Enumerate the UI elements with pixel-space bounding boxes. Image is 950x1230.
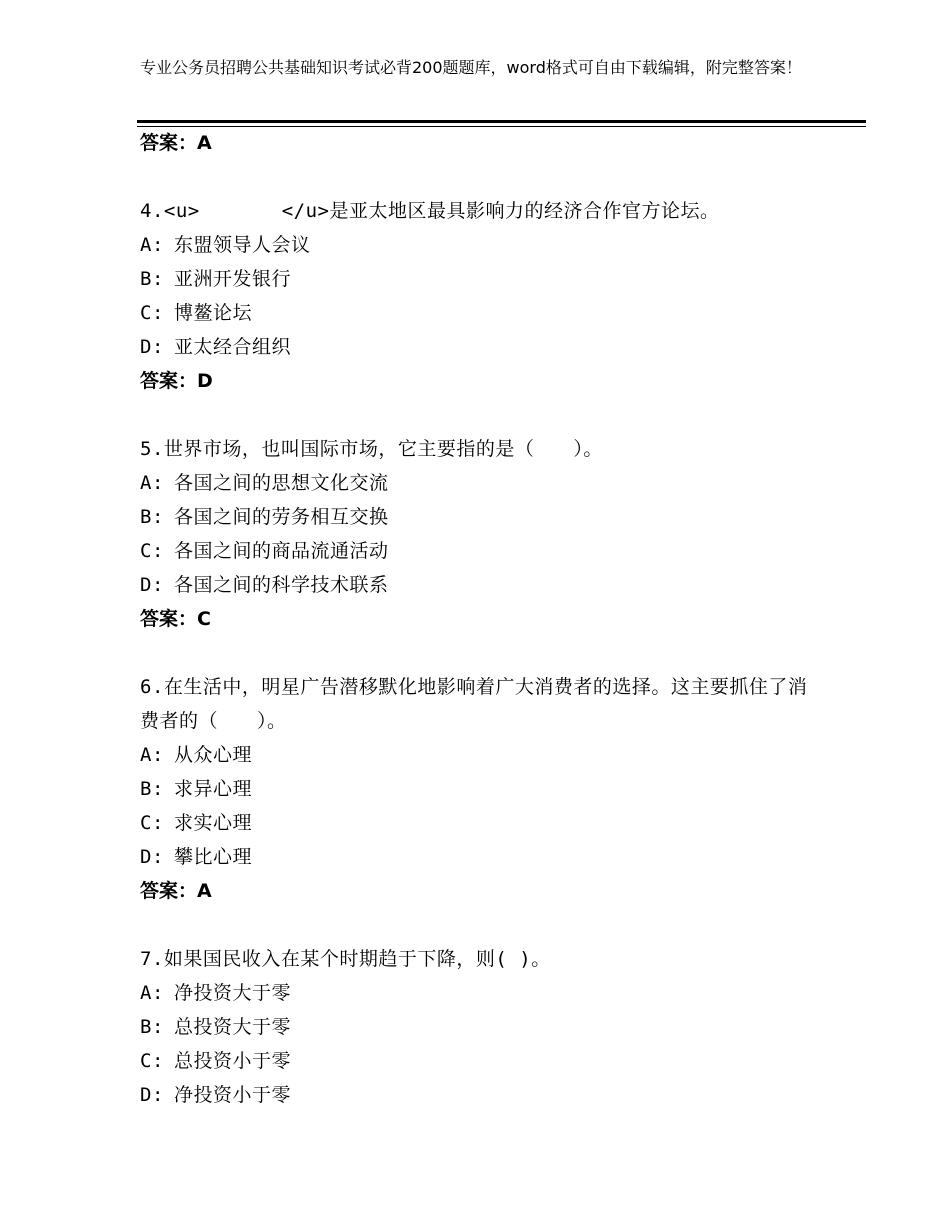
question-stem bbox=[140, 194, 820, 228]
option-letter: C: bbox=[140, 1050, 164, 1072]
question-6 bbox=[140, 670, 820, 908]
option-letter: B: bbox=[140, 506, 164, 528]
option-a bbox=[140, 228, 820, 262]
option-text: 攀比心理 bbox=[174, 846, 253, 868]
option-c bbox=[140, 534, 820, 568]
option-text: 博鳌论坛 bbox=[174, 302, 253, 324]
option-b bbox=[140, 500, 820, 534]
option-text: 东盟领导人会议 bbox=[174, 234, 311, 256]
option-text: 净投资大于零 bbox=[174, 982, 292, 1004]
option-c bbox=[140, 296, 820, 330]
option-c bbox=[140, 806, 820, 840]
option-text: 净投资小于零 bbox=[174, 1084, 292, 1106]
option-text: 总投资小于零 bbox=[174, 1050, 292, 1072]
answer-prev: 答案：A bbox=[140, 132, 212, 154]
option-b bbox=[140, 262, 820, 296]
header-text: 专业公务员招聘公共基础知识考试必背200题题库，word格式可自由下载编辑，附完整答案！ bbox=[140, 58, 802, 77]
option-letter: A: bbox=[140, 472, 164, 494]
option-text: 各国之间的劳务相互交换 bbox=[174, 506, 389, 528]
option-letter: D: bbox=[140, 336, 164, 358]
option-text: 亚洲开发银行 bbox=[174, 268, 292, 290]
option-text: 从众心理 bbox=[174, 744, 253, 766]
page-header bbox=[140, 56, 820, 80]
option-letter: A: bbox=[140, 982, 164, 1004]
option-text: 各国之间的科学技术联系 bbox=[174, 574, 389, 596]
option-letter: C: bbox=[140, 302, 164, 324]
option-a bbox=[140, 466, 820, 500]
question-stem: 5.世界市场，也叫国际市场，它主要指的是（ ）。 bbox=[140, 438, 603, 460]
answer: 答案：A bbox=[140, 880, 212, 902]
option-d bbox=[140, 1078, 820, 1112]
option-d bbox=[140, 568, 820, 602]
question-5 bbox=[140, 432, 820, 636]
option-d bbox=[140, 330, 820, 364]
option-letter: B: bbox=[140, 1016, 164, 1038]
option-letter: D: bbox=[140, 1084, 164, 1106]
stem-before: 4.<u> bbox=[140, 200, 200, 222]
question-7 bbox=[140, 942, 820, 1112]
option-letter: D: bbox=[140, 574, 164, 596]
answer: 答案：D bbox=[140, 370, 213, 392]
option-text: 求实心理 bbox=[174, 812, 253, 834]
option-d bbox=[140, 840, 820, 874]
option-text: 各国之间的思想文化交流 bbox=[174, 472, 389, 494]
answer: 答案：C bbox=[140, 608, 211, 630]
question-stem: 6.在生活中，明星广告潜移默化地影响着广大消费者的选择。这主要抓住了消费者的（ ）。 bbox=[140, 676, 808, 732]
option-text: 各国之间的商品流通活动 bbox=[174, 540, 389, 562]
option-a bbox=[140, 738, 820, 772]
option-letter: D: bbox=[140, 846, 164, 868]
option-letter: A: bbox=[140, 234, 164, 256]
question-stem: 7.如果国民收入在某个时期趋于下降，则( )。 bbox=[140, 948, 551, 970]
option-a bbox=[140, 976, 820, 1010]
option-b bbox=[140, 772, 820, 806]
option-c bbox=[140, 1044, 820, 1078]
option-letter: B: bbox=[140, 268, 164, 290]
option-letter: A: bbox=[140, 744, 164, 766]
stem-after: </u>是亚太地区最具影响力的经济合作官方论坛。 bbox=[281, 200, 720, 222]
option-letter: C: bbox=[140, 812, 164, 834]
option-b bbox=[140, 1010, 820, 1044]
question-4 bbox=[140, 194, 820, 398]
question-list bbox=[140, 126, 820, 1112]
option-letter: B: bbox=[140, 778, 164, 800]
option-text: 亚太经合组织 bbox=[174, 336, 292, 358]
option-letter: C: bbox=[140, 540, 164, 562]
option-text: 求异心理 bbox=[174, 778, 253, 800]
option-text: 总投资大于零 bbox=[174, 1016, 292, 1038]
